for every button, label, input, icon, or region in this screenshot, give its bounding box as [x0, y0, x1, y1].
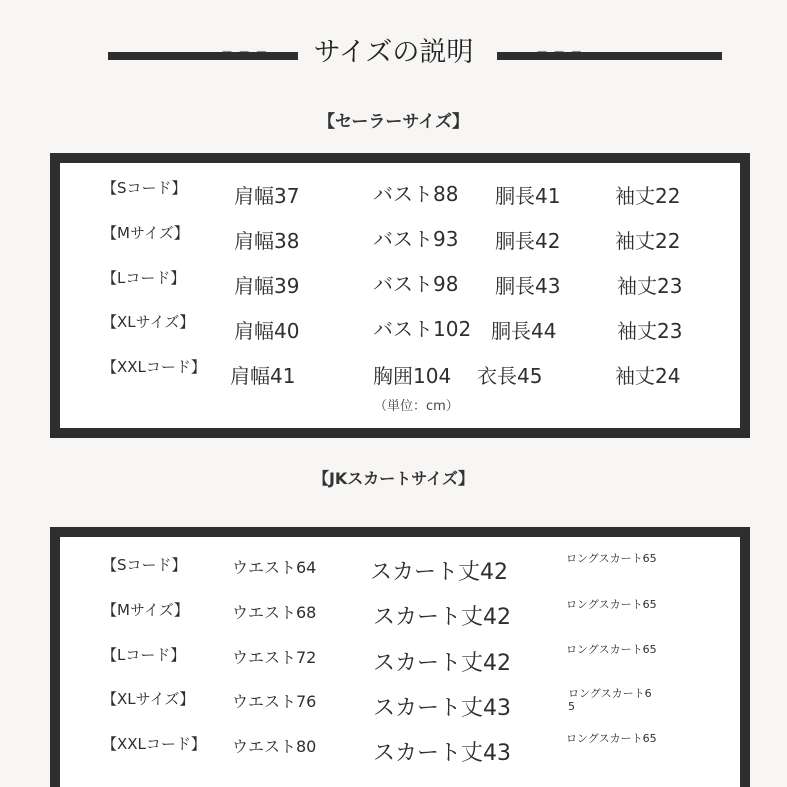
- sleeve-length: 袖丈22: [615, 229, 681, 253]
- waist: ウエスト72: [232, 648, 317, 667]
- waist: ウエスト64: [232, 558, 317, 577]
- body-length: 胴長44: [491, 319, 557, 343]
- waist: ウエスト80: [232, 737, 317, 756]
- size-label: 【XLサイズ】: [102, 690, 195, 708]
- long-skirt-length: ロングスカート65: [566, 552, 657, 565]
- body-length: 胴長41: [495, 184, 561, 208]
- shoulder-width: 肩幅37: [234, 184, 300, 208]
- bust: バスト98: [373, 272, 459, 296]
- skirt-length: スカート丈42: [373, 605, 511, 630]
- page-title: サイズの説明: [313, 37, 474, 68]
- sleeve-length: 袖丈24: [615, 364, 681, 388]
- long-skirt-length: ロングスカート65: [566, 598, 657, 611]
- size-label: 【Lコード】: [102, 646, 186, 664]
- sleeve-length: 袖丈23: [617, 319, 683, 343]
- shoulder-width: 肩幅38: [234, 229, 300, 253]
- size-label: 【Sコード】: [102, 179, 187, 197]
- sleeve-length: 袖丈22: [615, 184, 681, 208]
- title-rule-right: [497, 52, 722, 60]
- long-skirt-length: ロングスカート65: [566, 732, 657, 745]
- size-label: 【Sコード】: [102, 556, 187, 574]
- size-label: 【Mサイズ】: [102, 601, 189, 619]
- sleeve-length: 袖丈23: [617, 274, 683, 298]
- garment-length: 衣長45: [477, 364, 543, 388]
- size-label: 【Mサイズ】: [102, 224, 189, 242]
- skirt-length: スカート丈42: [370, 560, 508, 585]
- size-label: 【XXLコード】: [102, 358, 206, 376]
- sailor-section-title: 【セーラーサイズ】: [318, 112, 469, 132]
- sailor-size-table: [50, 153, 750, 438]
- unit-note: （単位：cm）: [374, 399, 459, 414]
- bust: バスト93: [373, 227, 459, 251]
- long-skirt-length: ロングスカート65: [566, 643, 657, 656]
- waist: ウエスト68: [232, 603, 317, 622]
- skirt-section-title: 【JKスカートサイズ】: [312, 469, 475, 488]
- size-label: 【Lコード】: [102, 269, 186, 287]
- shoulder-width: 肩幅41: [230, 364, 296, 388]
- skirt-size-table: [50, 527, 750, 787]
- body-length: 胴長43: [495, 274, 561, 298]
- skirt-length: スカート丈43: [373, 696, 511, 721]
- chest-girth: 胸囲104: [373, 364, 452, 388]
- skirt-length: スカート丈43: [373, 741, 511, 766]
- bust: バスト88: [373, 182, 459, 206]
- shoulder-width: 肩幅39: [234, 274, 300, 298]
- title-rule-marks-left: — — —: [222, 46, 269, 57]
- title-rule-marks-right: — — —: [537, 46, 584, 57]
- long-skirt-length: ロングスカート65: [568, 687, 652, 713]
- waist: ウエスト76: [232, 692, 317, 711]
- size-label: 【XXLコード】: [102, 735, 206, 753]
- size-label: 【XLサイズ】: [102, 313, 195, 331]
- skirt-length: スカート丈42: [373, 651, 511, 676]
- body-length: 胴長42: [495, 229, 561, 253]
- shoulder-width: 肩幅40: [234, 319, 300, 343]
- bust: バスト102: [373, 317, 472, 341]
